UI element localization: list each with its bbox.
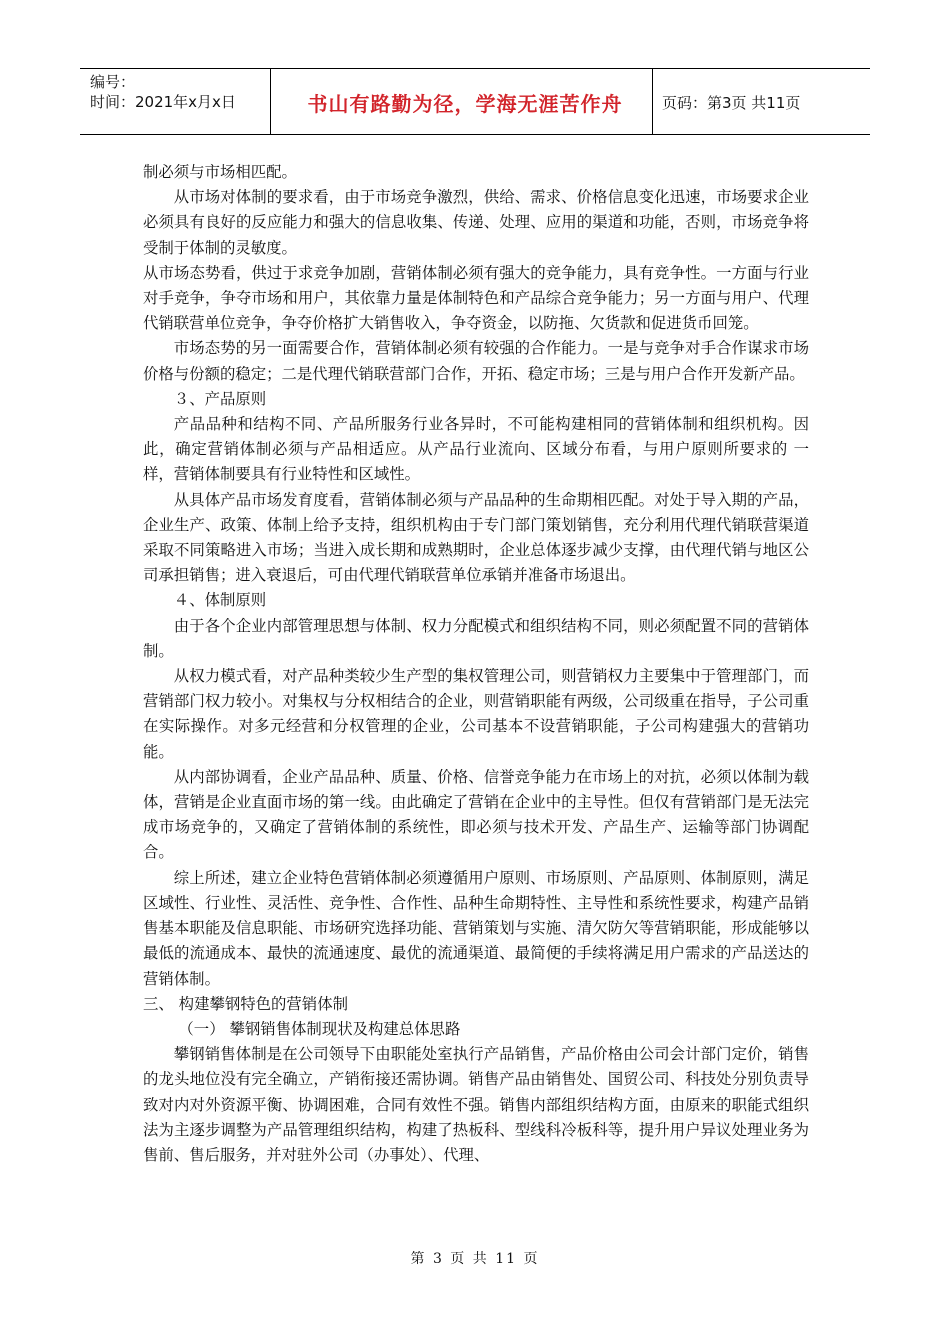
- header-meta: [90, 72, 236, 112]
- paragraph: 从市场态势看，供过于求竞争加剧，营销体制必须有强大的竞争能力，具有竞争性。一方面与行业对手竞争，争夺市场和用户，其依靠力量是体制特色和产品综合竞争能力；另一方面与用户、代理代销联营单位竞争，争夺价格扩大销售收入，争夺资金，以防拖、欠货款和促进货币回笼。: [143, 263, 809, 333]
- paragraph: 从内部协调看，企业产品品种、质量、价格、信誉竞争能力在市场上的对抗，必须以体制为载体，营销是企业直面市场的第一线。由此确定了营销在企业中的主导性。但仅有营销部门是无法完成市场竞争的，又确定了营销体制的系统性，即必须与技术开发、产品生产、运输等部门协调配合。: [143, 767, 809, 862]
- paragraph: 从市场对体制的要求看，由于市场竞争激烈，供给、需求、价格信息变化迅速，市场要求企业必须具有良好的反应能力和强大的信息收集、传递、处理、应用的渠道和功能，否则，市场竞争将受制于体制的灵敏度。: [143, 188, 809, 257]
- header-bottom-rule: [80, 134, 870, 135]
- header-divider: [270, 68, 271, 134]
- paragraph: 从权力模式看，对产品种类较少生产型的集权管理公司，则营销权力主要集中于管理部门，而营销部门权力较小。对集权与分权相结合的企业，则营销职能有两级，公司级重在指导，子公司重在实际操作。对多元经营和分权管理的企业，公司基本不设营销职能，子公司构建强大的营销功能。: [143, 667, 809, 761]
- page-header: [80, 66, 870, 136]
- paragraph: 攀钢销售体制是在公司领导下由职能处室执行产品销售，产品价格由公司会计部门定价，销售的龙头地位没有完全确立，产销衔接还需协调。销售产品由销售处、国贸公司、科技处分别负责导致对内对外资源平衡、协调困难，合同有效性不强。销售内部组织结构方面，由原来的职能式组织法为主逐步调整为产品管理组织结构，构建了热板科、型线科冷板科等，提升用户异议处理业务为售前、售后服务，并对驻外公司（办事处）、代理、: [143, 1045, 809, 1164]
- header-page-info: 页码：第3页 共11页: [662, 94, 801, 112]
- document-code: 编号：: [90, 73, 136, 91]
- paragraph: 产品品种和结构不同、产品所服务行业各异时，不可能构建相同的营销体制和组织机构。因此，确定营销体制必须与产品相适应。从产品行业流向、区域分布看，与用户原则所要求的 一样，营销体制要具有行业特性和区域性。: [143, 415, 809, 484]
- page-footer: 第 3 页 共 11 页: [410, 1251, 540, 1267]
- header-motto: 书山有路勤为径，学海无涯苦作舟: [307, 92, 623, 116]
- paragraph: 市场态势的另一面需要合作，营销体制必须有较强的合作能力。一是与竞争对手合作谋求市场价格与份额的稳定；二是代理代销联营部门合作，开拓、稳定市场；三是与用户合作开发新产品。: [143, 339, 809, 383]
- document-body: [143, 160, 809, 1168]
- paragraph: 制必须与市场相匹配。: [143, 163, 297, 181]
- paragraph: 从具体产品市场发育度看，营销体制必须与产品品种的生命期相匹配。对处于导入期的产品，企业生产、政策、体制上给予支持，组织机构由于专门部门策划销售，充分利用代理代销联营渠道采取不同策略进入市场；当进入成长期和成熟期时，企业总体逐步减少支撑，由代理代销与地区公司承担销售；进入衰退后，可由代理代销联营单位承销并准备市场退出。: [143, 490, 809, 585]
- chapter-heading: 三、 构建攀钢特色的营销体制: [143, 994, 348, 1013]
- document-date: 时间：2021年x月x日: [90, 93, 236, 111]
- section-heading: ４、体制原则: [173, 591, 267, 610]
- section-heading: ３、产品原则: [173, 389, 267, 408]
- paragraph: 综上所述，建立企业特色营销体制必须遵循用户原则、市场原则、产品原则、体制原则，满足区域性、行业性、灵活性、竞争性、合作性、品种生命期特性、主导性和系统性要求，构建产品销售基本职能及信息职能、市场研究选择功能、营销策划与实施、清欠防欠等营销职能，形成能够以最低的流通成本、最快的流通速度、最优的流通渠道、最简便的手续将满足用户需求的产品送达的营销体制。: [143, 868, 809, 988]
- header-top-rule: [80, 68, 870, 69]
- subsection-heading: （一） 攀钢销售体制现状及构建总体思路: [178, 1019, 461, 1038]
- paragraph: 由于各个企业内部管理思想与体制、权力分配模式和组织结构不同，则必须配置不同的营销体制。: [143, 616, 809, 660]
- header-divider: [652, 68, 653, 134]
